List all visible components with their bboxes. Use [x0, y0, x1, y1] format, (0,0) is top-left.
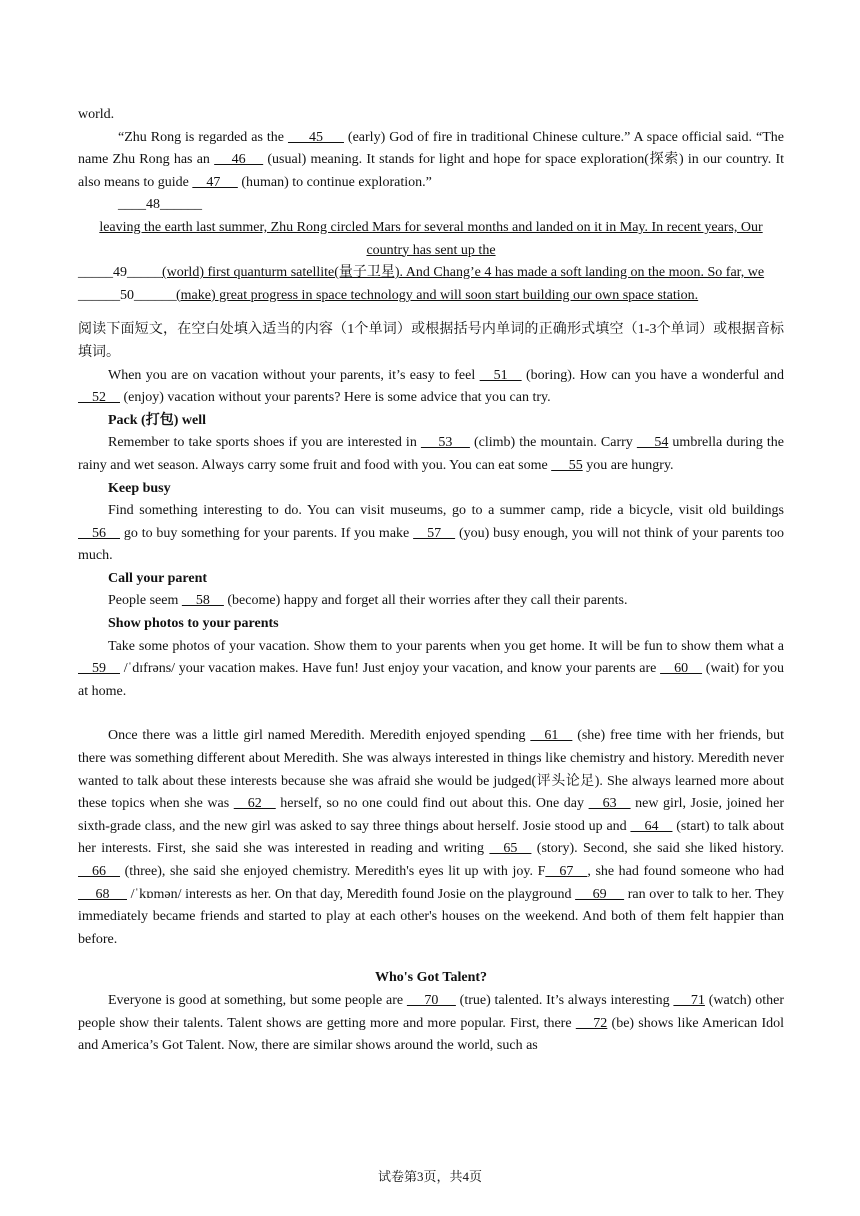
answer-blank[interactable]: 56: [78, 525, 120, 541]
answer-blank[interactable]: 47: [192, 174, 238, 190]
text-segment: /ˈdɪfrəns/ your vacation makes. Have fun! Just enjoy your vacation, and know your parents are: [120, 661, 661, 677]
text-segment: ______50______: [78, 287, 176, 303]
passage-title: Who's Got Talent?: [374, 970, 488, 986]
answer-blank[interactable]: 62: [233, 796, 276, 812]
answer-blank[interactable]: 67: [545, 864, 588, 879]
paragraph: [78, 500, 784, 568]
paragraph: [78, 725, 784, 951]
text-segment: (become) happy and forget all their worries after they call their parents.: [223, 593, 628, 609]
text-segment: (enjoy) vacation without your parents? Here is some advice that you can try.: [120, 390, 551, 406]
paragraph: [78, 194, 784, 307]
text-segment: People seem: [108, 593, 182, 609]
text-segment: (usual) meaning. It stands for light and hope for space exploration(探索) in our country. It also means to guide: [78, 152, 784, 190]
answer-blank[interactable]: 58: [181, 593, 224, 609]
answer-blank[interactable]: 69: [575, 886, 625, 902]
text-segment: new girl, Josie, joined her sixth-grade class, and the new girl was asked to say three things about herself. Josie stood up and: [78, 796, 785, 834]
answer-blank[interactable]: 68: [78, 886, 127, 902]
answer-blank[interactable]: leaving the earth last summer, Zhu Rong circled Mars for several months and landed on it in May. In recent years, Our country has sent up the: [99, 219, 763, 258]
text-segment: (start) to talk about her interests. First, she said she was interested in reading and writing: [78, 818, 784, 857]
answer-blank[interactable]: 59: [78, 661, 120, 677]
paragraph: [78, 127, 784, 195]
page-footer: 试卷第3页，共4页: [377, 1169, 482, 1184]
answer-blank[interactable]: 51: [479, 367, 522, 383]
text-segment: umbrella during the rainy and wet season. Always carry some fruit and food with you. You can eat some: [78, 435, 785, 473]
paragraph: [78, 990, 784, 1058]
answer-blank[interactable]: 72: [575, 1015, 608, 1031]
text-segment: Take some photos of your vacation. Show them to your parents when you get home. It will be fun to show them what a: [108, 638, 784, 654]
exam-page: [78, 104, 784, 1058]
answer-blank[interactable]: 63: [588, 796, 631, 812]
text-segment: ____48______: [118, 197, 202, 213]
answer-blank[interactable]: 54: [636, 435, 669, 451]
text-segment: Find something interesting to do. You can visit museums, go to a summer camp, ride a bicycle, visit old buildings: [108, 503, 784, 519]
text-segment: ran over to talk to her. They immediately became friends and started to play at each other's houses on the weekend. And both of them felt happier than before.: [78, 886, 785, 947]
paragraph: [78, 590, 784, 613]
text-segment: (be) shows like American Idol and America’s Got Talent. Now, there are similar shows around the world, such as: [78, 1015, 784, 1054]
answer-blank[interactable]: 65: [489, 841, 532, 857]
text-segment: (human) to continue exploration.”: [237, 174, 432, 190]
section-heading: Call your parent: [108, 570, 208, 586]
text-segment: (true) talented. It’s always interesting: [455, 992, 674, 1008]
text-segment: When you are on vacation without your parents, it’s easy to feel: [108, 367, 480, 383]
paragraph: [78, 432, 784, 477]
paragraph: [78, 365, 784, 410]
paragraph: world.: [78, 107, 115, 122]
spacer: [78, 703, 784, 725]
section-heading: Pack (打包) well: [108, 412, 206, 428]
text-segment: Once there was a little girl named Meredith. Meredith enjoyed spending: [108, 728, 531, 744]
text-segment: (three), she said she enjoyed chemistry. Meredith's eyes lit up with joy. F: [120, 864, 546, 879]
text-segment: (she) free time with her friends, but there was something different about Meredith. She was always interested in things like chemistry and history. Meredith never wanted to talk about these interests because she was afraid she would be judged(评头论足). She always learned more about these topics when she was: [78, 728, 784, 812]
answer-blank[interactable]: (make) great progress in space technology and will soon start building our own space station.: [176, 287, 699, 303]
text-segment: Remember to take sports shoes if you are interested in: [108, 435, 421, 451]
answer-blank[interactable]: 66: [78, 864, 120, 879]
text-segment: Everyone is good at something, but some people are: [108, 992, 407, 1008]
answer-blank[interactable]: 70: [406, 992, 456, 1008]
text-segment: you are hungry.: [582, 457, 674, 473]
answer-blank[interactable]: 55: [551, 457, 583, 473]
text-segment: go to buy something for your parents. If you make: [120, 525, 414, 541]
answer-blank[interactable]: 71: [673, 992, 705, 1008]
text-segment: (wait) for you at home.: [78, 661, 784, 699]
answer-blank[interactable]: 52: [78, 390, 120, 406]
text-segment: (story). Second, she said she liked history.: [531, 841, 784, 857]
text-segment: (climb) the mountain. Carry: [469, 435, 637, 451]
section-heading: Show photos to your parents: [108, 616, 279, 632]
text-segment: /ˈkɒmən/ interests as her. On that day, Meredith found Josie on the playground: [127, 886, 576, 902]
paragraph: [78, 636, 784, 704]
answer-blank[interactable]: 57: [413, 525, 456, 541]
answer-blank[interactable]: 53: [420, 435, 470, 451]
text-segment: herself, so no one could find out about this. One day: [275, 796, 589, 812]
section-heading: Keep busy: [108, 480, 171, 496]
text-segment: (boring). How can you have a wonderful and: [521, 367, 785, 383]
text-segment: (early) God of fire in traditional Chinese culture.” A space official said. “The name Zhu Rong has an: [78, 129, 784, 168]
instruction-text: 阅读下面短文，在空白处填入适当的内容（1个单词）或根据括号内单词的正确形式填空（1-3个单词）或根据音标填词。: [78, 322, 784, 360]
answer-blank[interactable]: 61: [530, 728, 573, 744]
answer-blank[interactable]: 45: [287, 129, 344, 145]
text-segment: (you) busy enough, you will not think of your parents too much.: [78, 525, 785, 564]
answer-blank[interactable]: 64: [630, 818, 673, 834]
text-segment: “Zhu Rong is regarded as the: [118, 129, 288, 145]
text-segment: (watch) other people show their talents. Talent shows are getting more and more popular. First, there: [78, 992, 785, 1031]
text-segment: , she had found someone who had: [587, 864, 784, 879]
answer-blank[interactable]: 46: [214, 152, 264, 168]
answer-blank[interactable]: (world) first quanturm satellite(量子卫星). And Chang’e 4 has made a soft landing on the moon. So far, we: [162, 265, 765, 281]
text-segment: _____49_____: [78, 265, 162, 281]
answer-blank[interactable]: 60: [660, 661, 703, 677]
